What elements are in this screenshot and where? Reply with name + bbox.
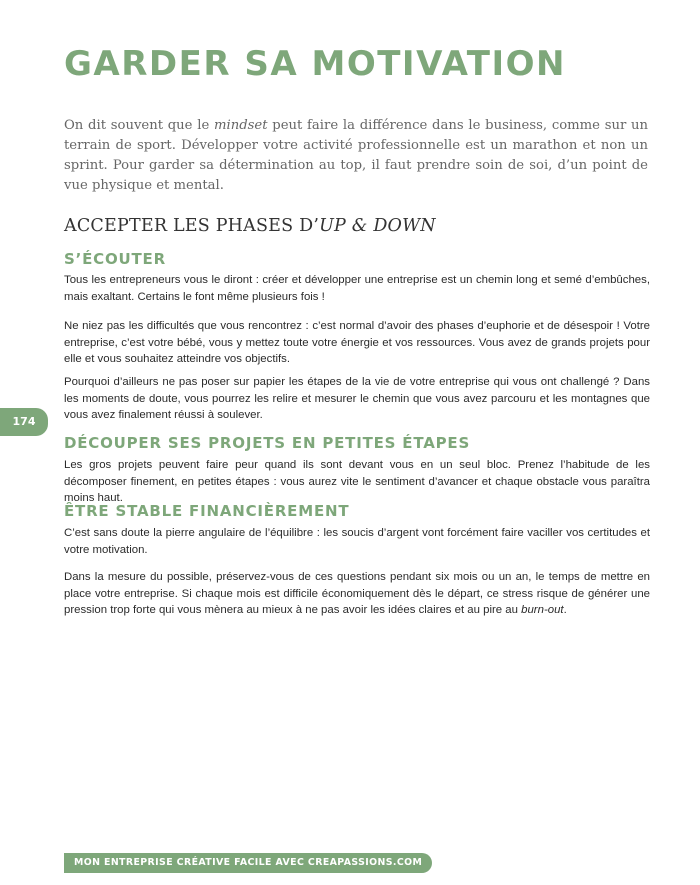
paragraph-ecouter-2: Ne niez pas les difficultés que vous rencontrez : c’est normal d’avoir des phases d’euphorie et de désespoir ! Votre entreprise, c’est votre bébé, vous y mettez toute votre énergie et vos ressources. Vous avez de grands projets pour elle et vous souhaitez atteindre vos objectifs. — [64, 320, 650, 365]
subheading-s-ecouter: S’ÉCOUTER — [64, 250, 166, 268]
paragraph-stable-2 — [64, 569, 650, 619]
subheading-decouper-projets: DÉCOUPER SES PROJETS EN PETITES ÉTAPES — [64, 434, 471, 452]
paragraph-stable-2-text: Dans la mesure du possible, préservez-vous de ces questions pendant six mois ou un an, le temps de mettre en place votre entreprise. Si chaque mois est difficile économiquement dès le départ, ce stress risque de générer une pression trop forte qui vous mènera au mieux à ne pas avoir les idées claires et au pire au — [64, 571, 650, 616]
paragraph-ecouter-3: Pourquoi d’ailleurs ne pas poser sur papier les étapes de la vie de votre entreprise qui vous ont challengé ? Dans les moments de doute, vous pourrez les relire et mesurer le chemin que vous avez parcouru et les montagnes que vous avez finalement réussi à soulever. — [64, 376, 650, 421]
page-title: GARDER SA MOTIVATION — [64, 44, 566, 84]
intro-italic-mindset: mindset — [214, 118, 268, 133]
section-title-italic: UP & DOWN — [319, 216, 436, 236]
intro-paragraph — [64, 116, 648, 196]
footer-band: MON ENTREPRISE CRÉATIVE FACILE AVEC CREAPASSIONS.COM — [64, 853, 432, 873]
burn-out-italic: burn-out — [521, 604, 564, 616]
page-number-tab: 174 — [0, 408, 48, 436]
intro-text-start: On dit souvent que le — [64, 118, 214, 133]
subheading-stable-financierement: ÊTRE STABLE FINANCIÈREMENT — [64, 502, 350, 520]
section-title — [64, 216, 436, 236]
paragraph-ecouter-1: Tous les entrepreneurs vous le diront : créer et développer une entreprise est un chemin long et semé d’embûches, mais exaltant. Certains le font même plusieurs fois ! — [64, 274, 650, 303]
paragraph-stable-2-end: . — [563, 604, 567, 616]
paragraph-decouper-1: Les gros projets peuvent faire peur quand ils sont devant vous en un seul bloc. Prenez l’habitude de les décomposer finement, en petites étapes : vous aurez vite le sentiment d’avancer et chaque obstacle vous paraîtra moins haut. — [64, 459, 650, 504]
paragraph-stable-1: C’est sans doute la pierre angulaire de l’équilibre : les soucis d’argent vont forcément faire vaciller vos certitudes et votre motivation. — [64, 527, 650, 556]
section-title-text: ACCEPTER LES PHASES D’ — [64, 216, 320, 236]
intro-text-end: peut faire la différence dans le business, comme sur un terrain de sport. Développer votre activité professionnelle est un marathon et non un sprint. Pour garder sa détermination au top, il faut prendre soin de soi, d’un point de vue physique et mental. — [64, 118, 648, 193]
